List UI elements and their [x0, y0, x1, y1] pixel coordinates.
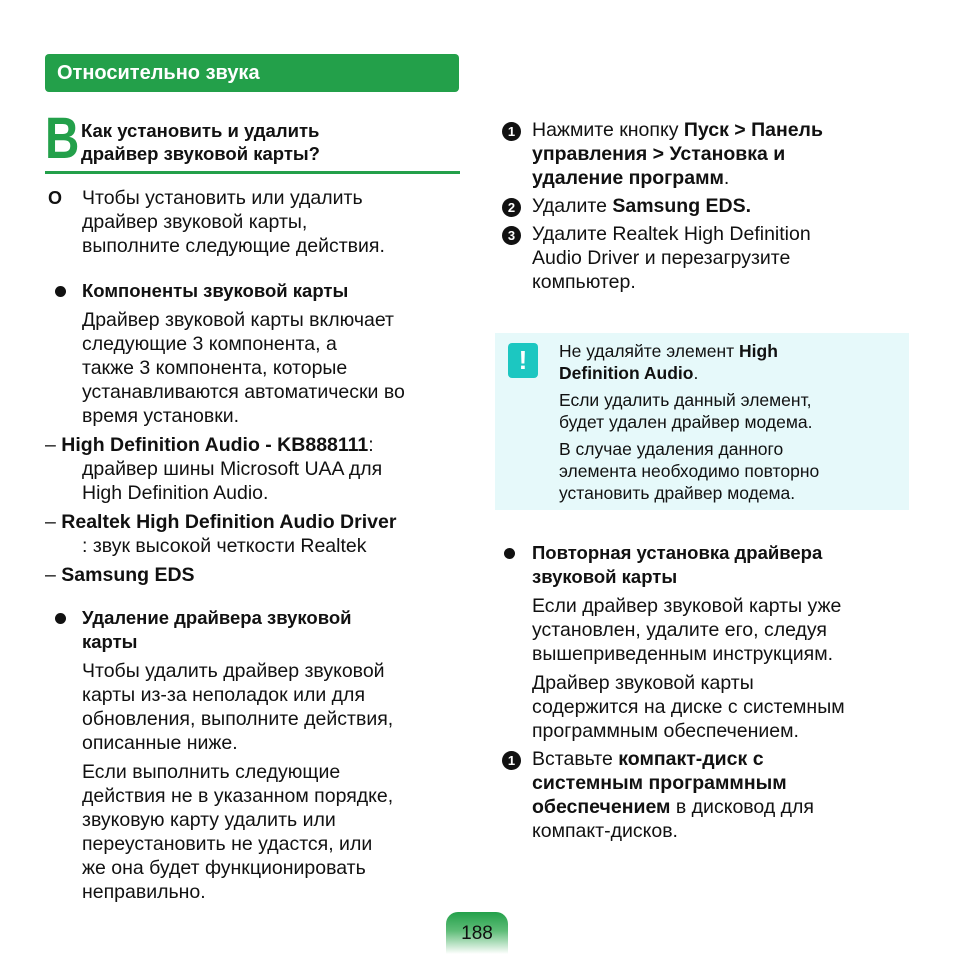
step-3: 3 Удалите Realtek High Definition Audio Driver и перезагрузите компьютер. — [502, 222, 912, 294]
removal-heading: Удаление драйвера звуковой карты — [45, 606, 460, 654]
components-description: Драйвер звуковой карты включает следующие 3 компонента, а также 3 компонента, которые устанавливаются автоматически во время установки. — [82, 309, 405, 427]
component-item: – High Definition Audio - KB888111: драйвер шины Microsoft UAA для High Definition Audio. — [45, 434, 383, 504]
note-paragraph-3: В случае удаления данного элемента необходимо повторно установить драйвер модема. — [559, 439, 820, 503]
step-number-icon: 1 — [502, 122, 521, 141]
step-2: 2 Удалите Samsung EDS. — [502, 194, 912, 218]
step-number-icon: 3 — [502, 226, 521, 245]
question-title: Как установить и удалить драйвер звуковой карты? — [81, 120, 320, 164]
bullet-icon — [504, 548, 515, 559]
section-title: Относительно звука — [57, 61, 260, 84]
components-heading: Компоненты звуковой карты — [45, 279, 460, 303]
removal-paragraph-2: Если выполнить следующие действия не в указанном порядке, звуковую карту удалить или переустановить не удастся, или же она будет функционировать неправильно. — [82, 761, 394, 903]
note-warning: Не удаляйте элемент High Definition Audio. — [559, 341, 778, 383]
reinstall-heading: Повторная установка драйвера звуковой карты — [502, 541, 912, 589]
component-item: – Samsung EDS — [45, 564, 195, 586]
right-column — [502, 118, 912, 294]
page-number-tab: 188 — [446, 912, 508, 954]
question-letter: B — [45, 106, 80, 171]
intro-marker: O — [48, 188, 63, 208]
bullet-icon — [55, 286, 66, 297]
step-number-icon: 2 — [502, 198, 521, 217]
component-item: – Realtek High Definition Audio Driver : звук высокой четкости Realtek — [45, 511, 397, 557]
note-paragraph-2: Если удалить данный элемент, будет удален драйвер модема. — [559, 390, 813, 432]
intro-paragraph: O Чтобы установить или удалить драйвер звуковой карты, выполните следующие действия. — [45, 186, 460, 258]
exclamation-icon: ! — [508, 343, 538, 378]
step-number-icon: 1 — [502, 751, 521, 770]
bullet-icon — [55, 613, 66, 624]
removal-paragraph-1: Чтобы удалить драйвер звуковой карты из-за неполадок или для обновления, выполните действия, описанные ниже. — [82, 660, 394, 754]
left-column — [45, 106, 460, 904]
reinstall-paragraph-1: Если драйвер звуковой карты уже установлен, удалите его, следуя вышеприведенным инструкциям. — [532, 595, 842, 665]
section-header-bar — [45, 54, 459, 92]
reinstall-step-1: 1 Вставьте компакт-диск с системным программным обеспечением в дисковод для компакт-дисков. — [502, 747, 912, 843]
reinstall-section — [502, 541, 912, 843]
caution-note — [495, 333, 909, 510]
question-heading — [45, 106, 460, 174]
step-1: 1 Нажмите кнопку Пуск > Панель управления > Установка и удаление программ. — [502, 118, 912, 190]
reinstall-paragraph-2: Драйвер звуковой карты содержится на диске с системным программным обеспечением. — [532, 672, 845, 742]
